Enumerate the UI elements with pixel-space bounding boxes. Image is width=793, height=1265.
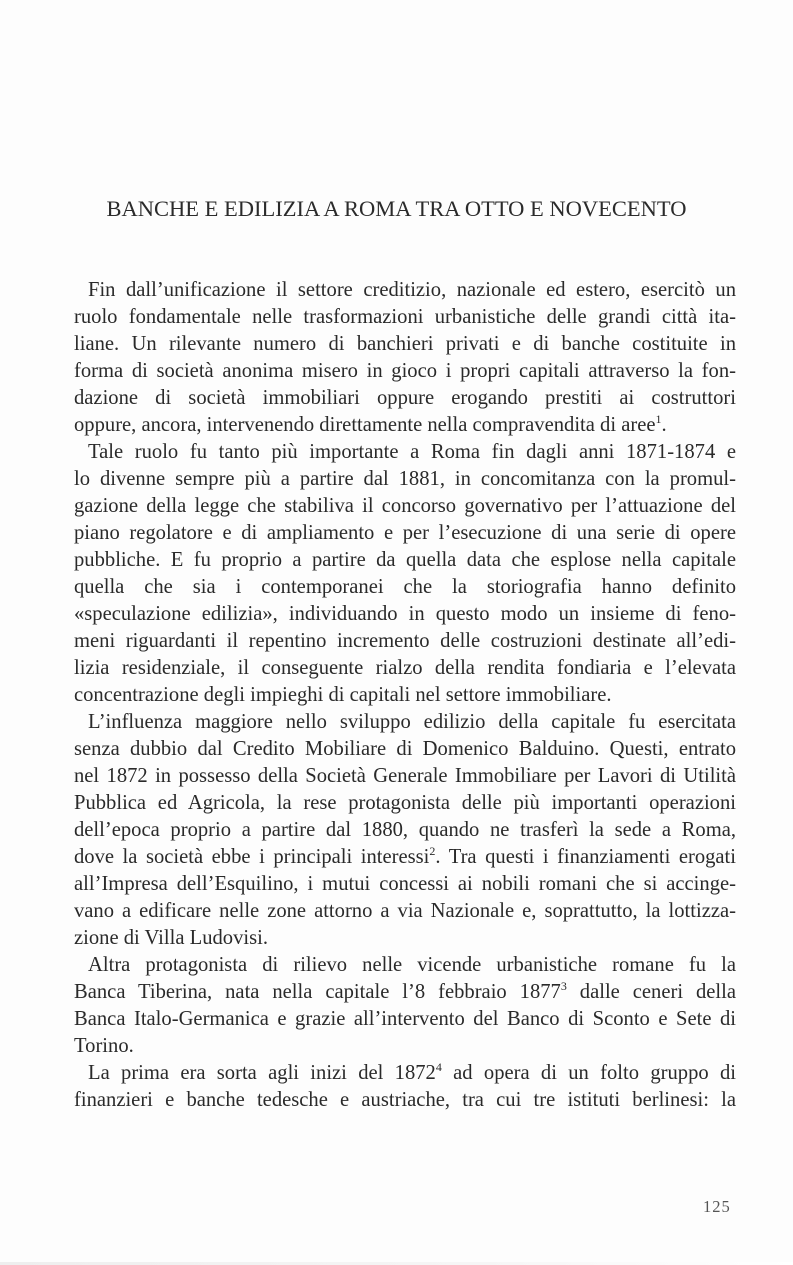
body-text [60,277,736,1114]
text-line [60,709,736,736]
text-line [60,871,736,898]
text-line [60,682,736,709]
text-line [60,1006,736,1033]
text-line-main: Pubblica ed Agricola, la rese protagonista delle più importanti operazioni [74,792,736,814]
footnote-ref: 3 [560,979,567,993]
text-line-main: zione di Villa Ludovisi. [74,927,269,949]
text-line [60,1087,736,1114]
text-line [60,898,736,925]
text-line-main: quella che sia i contemporanei che la storiografia hanno definito [74,576,736,598]
text-line-main: dove la società ebbe i principali interessi [74,846,430,868]
text-line [60,520,736,547]
text-line-main: ruolo fondamentale nelle trasformazioni urbanistiche delle grandi città ita- [74,306,736,328]
page-number: 125 [703,1197,731,1216]
text-line [60,655,736,682]
text-line [60,574,736,601]
text-line-after: . Tra questi i finanziamenti erogati [435,846,736,868]
text-line-main: gazione della legge che stabiliva il concorso governativo per l’attuazione del [74,495,736,517]
text-line [60,1033,736,1060]
text-line-main: Altra protagonista di rilievo nelle vicende urbanistiche romane fu la [88,954,736,976]
text-line [60,493,736,520]
text-line-main: lizia residenziale, il conseguente rialzo della rendita fondiaria e l’elevata [74,657,736,679]
text-line-main: pubbliche. E fu proprio a partire da quella data che esplose nella capitale [74,549,736,571]
text-line [60,601,736,628]
text-line-main: concentrazione degli impieghi di capitali nel settore immobiliare. [74,684,612,706]
text-line-main: La prima era sorta agli inizi del 1872 [88,1062,436,1084]
text-line [60,817,736,844]
text-line [60,925,736,952]
text-line [60,439,736,466]
chapter-title: BANCHE E EDILIZIA A ROMA TRA OTTO E NOVECENTO [106,196,687,221]
text-line-after: . [661,414,667,436]
text-line-main: oppure, ancora, intervenendo direttamente nella compravendita di aree [74,414,656,436]
footnote-ref: 2 [429,844,436,858]
text-line [60,763,736,790]
text-line-main: lo divenne sempre più a partire dal 1881, in concomitanza con la promul- [74,468,736,490]
text-line [60,412,736,439]
text-line [60,736,736,763]
text-line-main: vano a edificare nelle zone attorno a via Nazionale e, soprattutto, la lottizza- [74,900,736,922]
text-line-main: Torino. [74,1035,134,1057]
text-line [60,277,736,304]
text-line [60,790,736,817]
text-line [60,466,736,493]
text-line [60,1060,736,1087]
text-line-main: finanzieri e banche tedesche e austriache, tra cui tre istituti berlinesi: la [74,1089,736,1111]
text-line [60,331,736,358]
text-line-main: nel 1872 in possesso della Società Generale Immobiliare per Lavori di Utilità [74,765,736,787]
text-line-main: piano regolatore e di ampliamento e per l’esecuzione di una serie di opere [74,522,736,544]
text-line-main: «speculazione edilizia», individuando in questo modo un insieme di feno- [74,603,736,625]
text-line-main: dazione di società immobiliari oppure erogando prestiti ai costruttori [74,387,736,409]
text-line [60,385,736,412]
text-line [60,304,736,331]
text-line [60,358,736,385]
text-line [60,547,736,574]
text-line-main: all’Impresa dell’Esquilino, i mutui concessi ai nobili romani che si accinge- [74,873,736,895]
text-line-main: Banca Italo-Germanica e grazie all’intervento del Banco di Sconto e Sete di [74,1008,736,1030]
text-line-main: L’influenza maggiore nello sviluppo edilizio della capitale fu esercitata [88,711,736,733]
text-line-main: senza dubbio dal Credito Mobiliare di Domenico Balduino. Questi, entrato [74,738,736,760]
text-line-main: meni riguardanti il repentino incremento delle costruzioni destinate all’edi- [74,630,736,652]
text-line-main: liane. Un rilevante numero di banchieri privati e di banche costituite in [74,333,736,355]
text-line-main: dell’epoca proprio a partire dal 1880, quando ne trasferì la sede a Roma, [74,819,736,841]
text-line [60,628,736,655]
footnote-ref: 1 [655,412,662,426]
text-line-main: Tale ruolo fu tanto più importante a Roma fin dagli anni 1871-1874 e [88,441,736,463]
text-line [60,952,736,979]
text-line-main: Banca Tiberina, nata nella capitale l’8 febbraio 1877 [74,981,561,1003]
text-line [60,844,736,871]
text-line-after: ad opera di un folto gruppo di [441,1062,736,1084]
footnote-ref: 4 [435,1060,442,1074]
text-line-main: Fin dall’unificazione il settore creditizio, nazionale ed estero, esercitò un [88,279,736,301]
text-line [60,979,736,1006]
text-line-main: forma di società anonima misero in gioco i propri capitali attraverso la fon- [74,360,736,382]
text-line-after: dalle ceneri della [566,981,736,1003]
